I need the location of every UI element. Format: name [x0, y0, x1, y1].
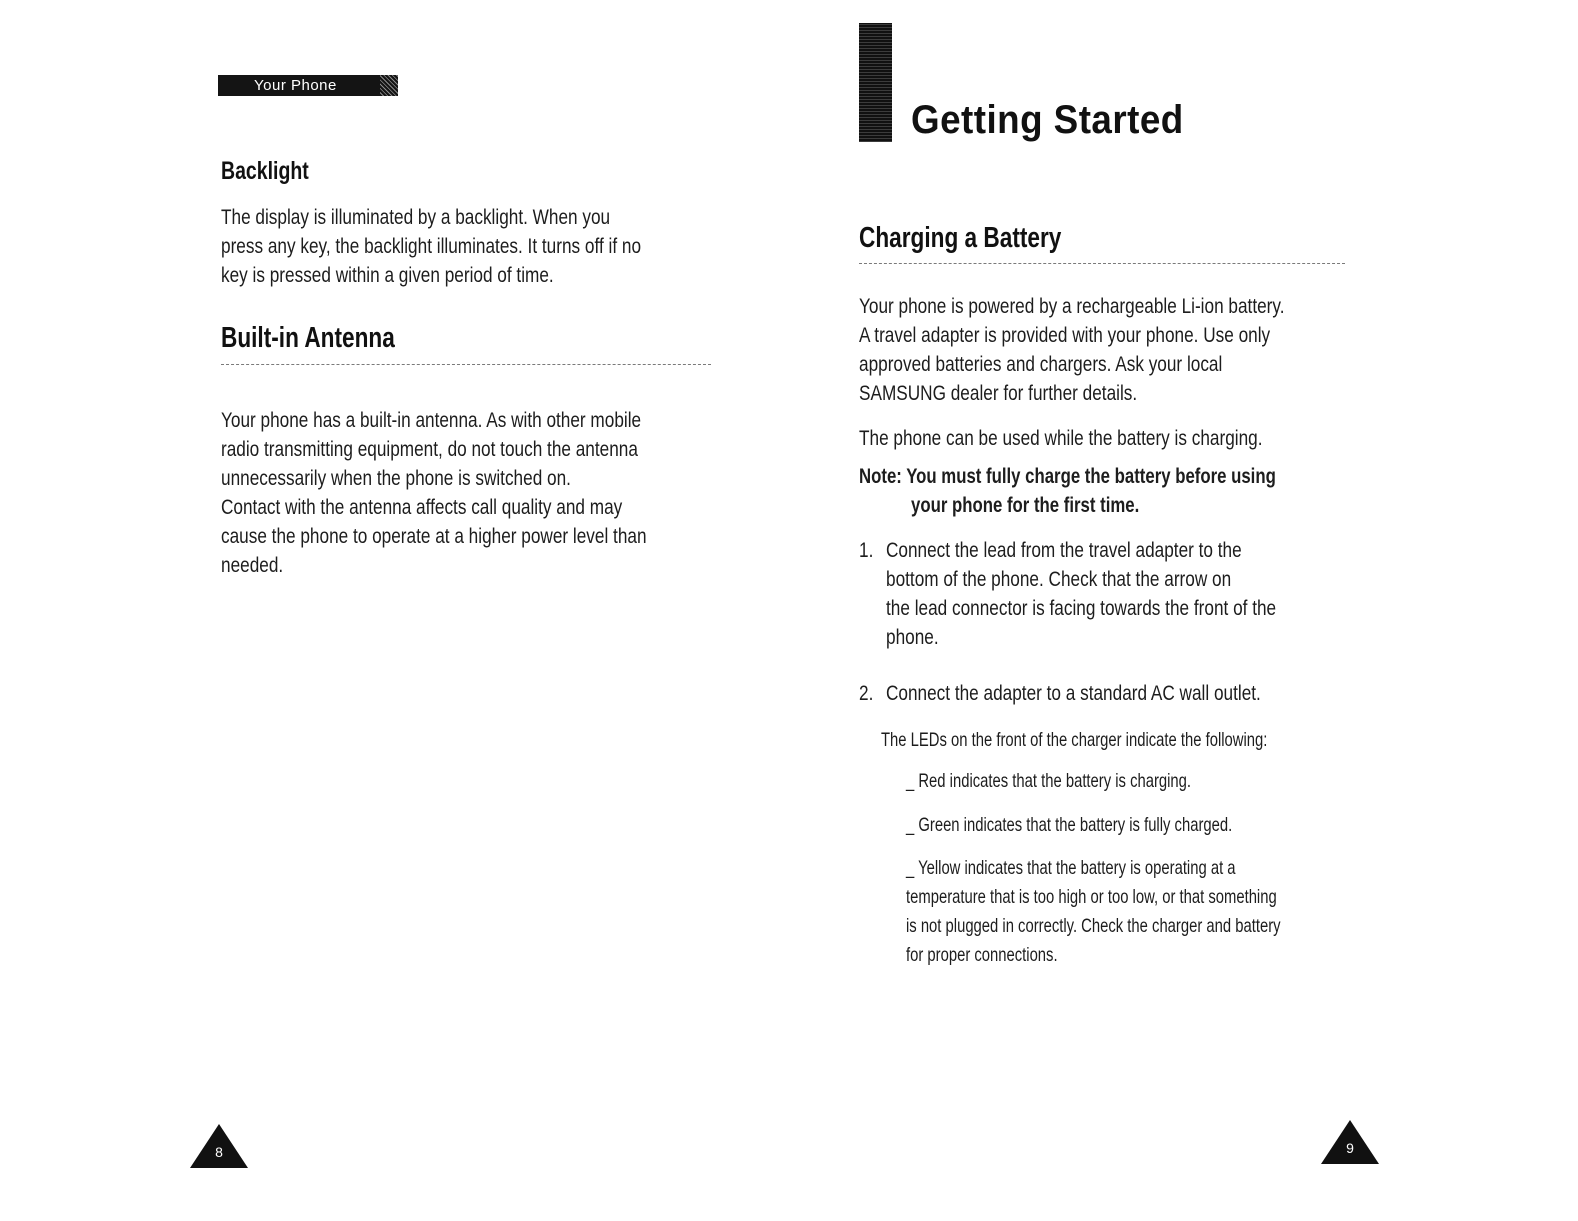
antenna-divider	[221, 364, 711, 365]
step-1: 1. Connect the lead from the travel adapter to the bottom of the phone. Check that the arrow on the lead connector is facing towards the front of the phone.	[859, 538, 1277, 649]
antenna-paragraph: Your phone has a built-in antenna. As with other mobile radio transmitting equipment, do not touch the antenna unnecessarily when the phone is switched on. Contact with the antenna affects call quality and may cause the phone to operate at a higher power level than needed.	[221, 408, 647, 577]
antenna-heading: Built-in Antenna	[221, 322, 395, 354]
page-number-left-label: 8	[215, 1144, 223, 1160]
note-label: Note	[859, 464, 897, 488]
chapter-marker-bar	[859, 23, 892, 142]
step-1-number: 1.	[859, 538, 874, 562]
page-number-left	[190, 1124, 248, 1168]
note-block	[859, 462, 1393, 520]
section-tab-label: Your Phone	[254, 77, 337, 94]
led-red: _ Red indicates that the battery is charging.	[906, 770, 1192, 792]
usage-line: The phone can be used while the battery is charging.	[859, 426, 1263, 450]
page-number-right-label: 9	[1346, 1140, 1354, 1156]
section-tab	[218, 75, 398, 96]
charging-heading: Charging a Battery	[859, 222, 1062, 254]
note-line-2: your phone for the first time.	[911, 493, 1140, 517]
charging-divider	[859, 263, 1345, 264]
charging-intro-paragraph: Your phone is powered by a rechargeable Li-ion battery. A travel adapter is provided with your phone. Use only approved batteries and chargers. Ask your local SAMSUNG dealer for further details.	[859, 294, 1285, 405]
backlight-heading: Backlight	[221, 157, 309, 185]
backlight-paragraph: The display is illuminated by a backlight. When you press any key, the backlight illuminates. It turns off if no key is pressed within a given period of time.	[221, 205, 642, 287]
chapter-title: Getting Started	[911, 98, 1184, 142]
led-yellow: _ Yellow indicates that the battery is operating at a temperature that is too high or too low, or that something is not plugged in correctly. Check the charger and battery for proper connections.	[906, 857, 1281, 966]
page-number-right	[1321, 1120, 1379, 1164]
led-green: _ Green indicates that the battery is fully charged.	[906, 814, 1233, 836]
step-2-number: 2.	[859, 681, 874, 705]
step-2: 2. Connect the adapter to a standard AC wall outlet.	[859, 679, 1355, 708]
leds-intro: The LEDs on the front of the charger indicate the following:	[881, 729, 1268, 751]
note-line-1: : You must fully charge the battery before using	[896, 464, 1276, 488]
